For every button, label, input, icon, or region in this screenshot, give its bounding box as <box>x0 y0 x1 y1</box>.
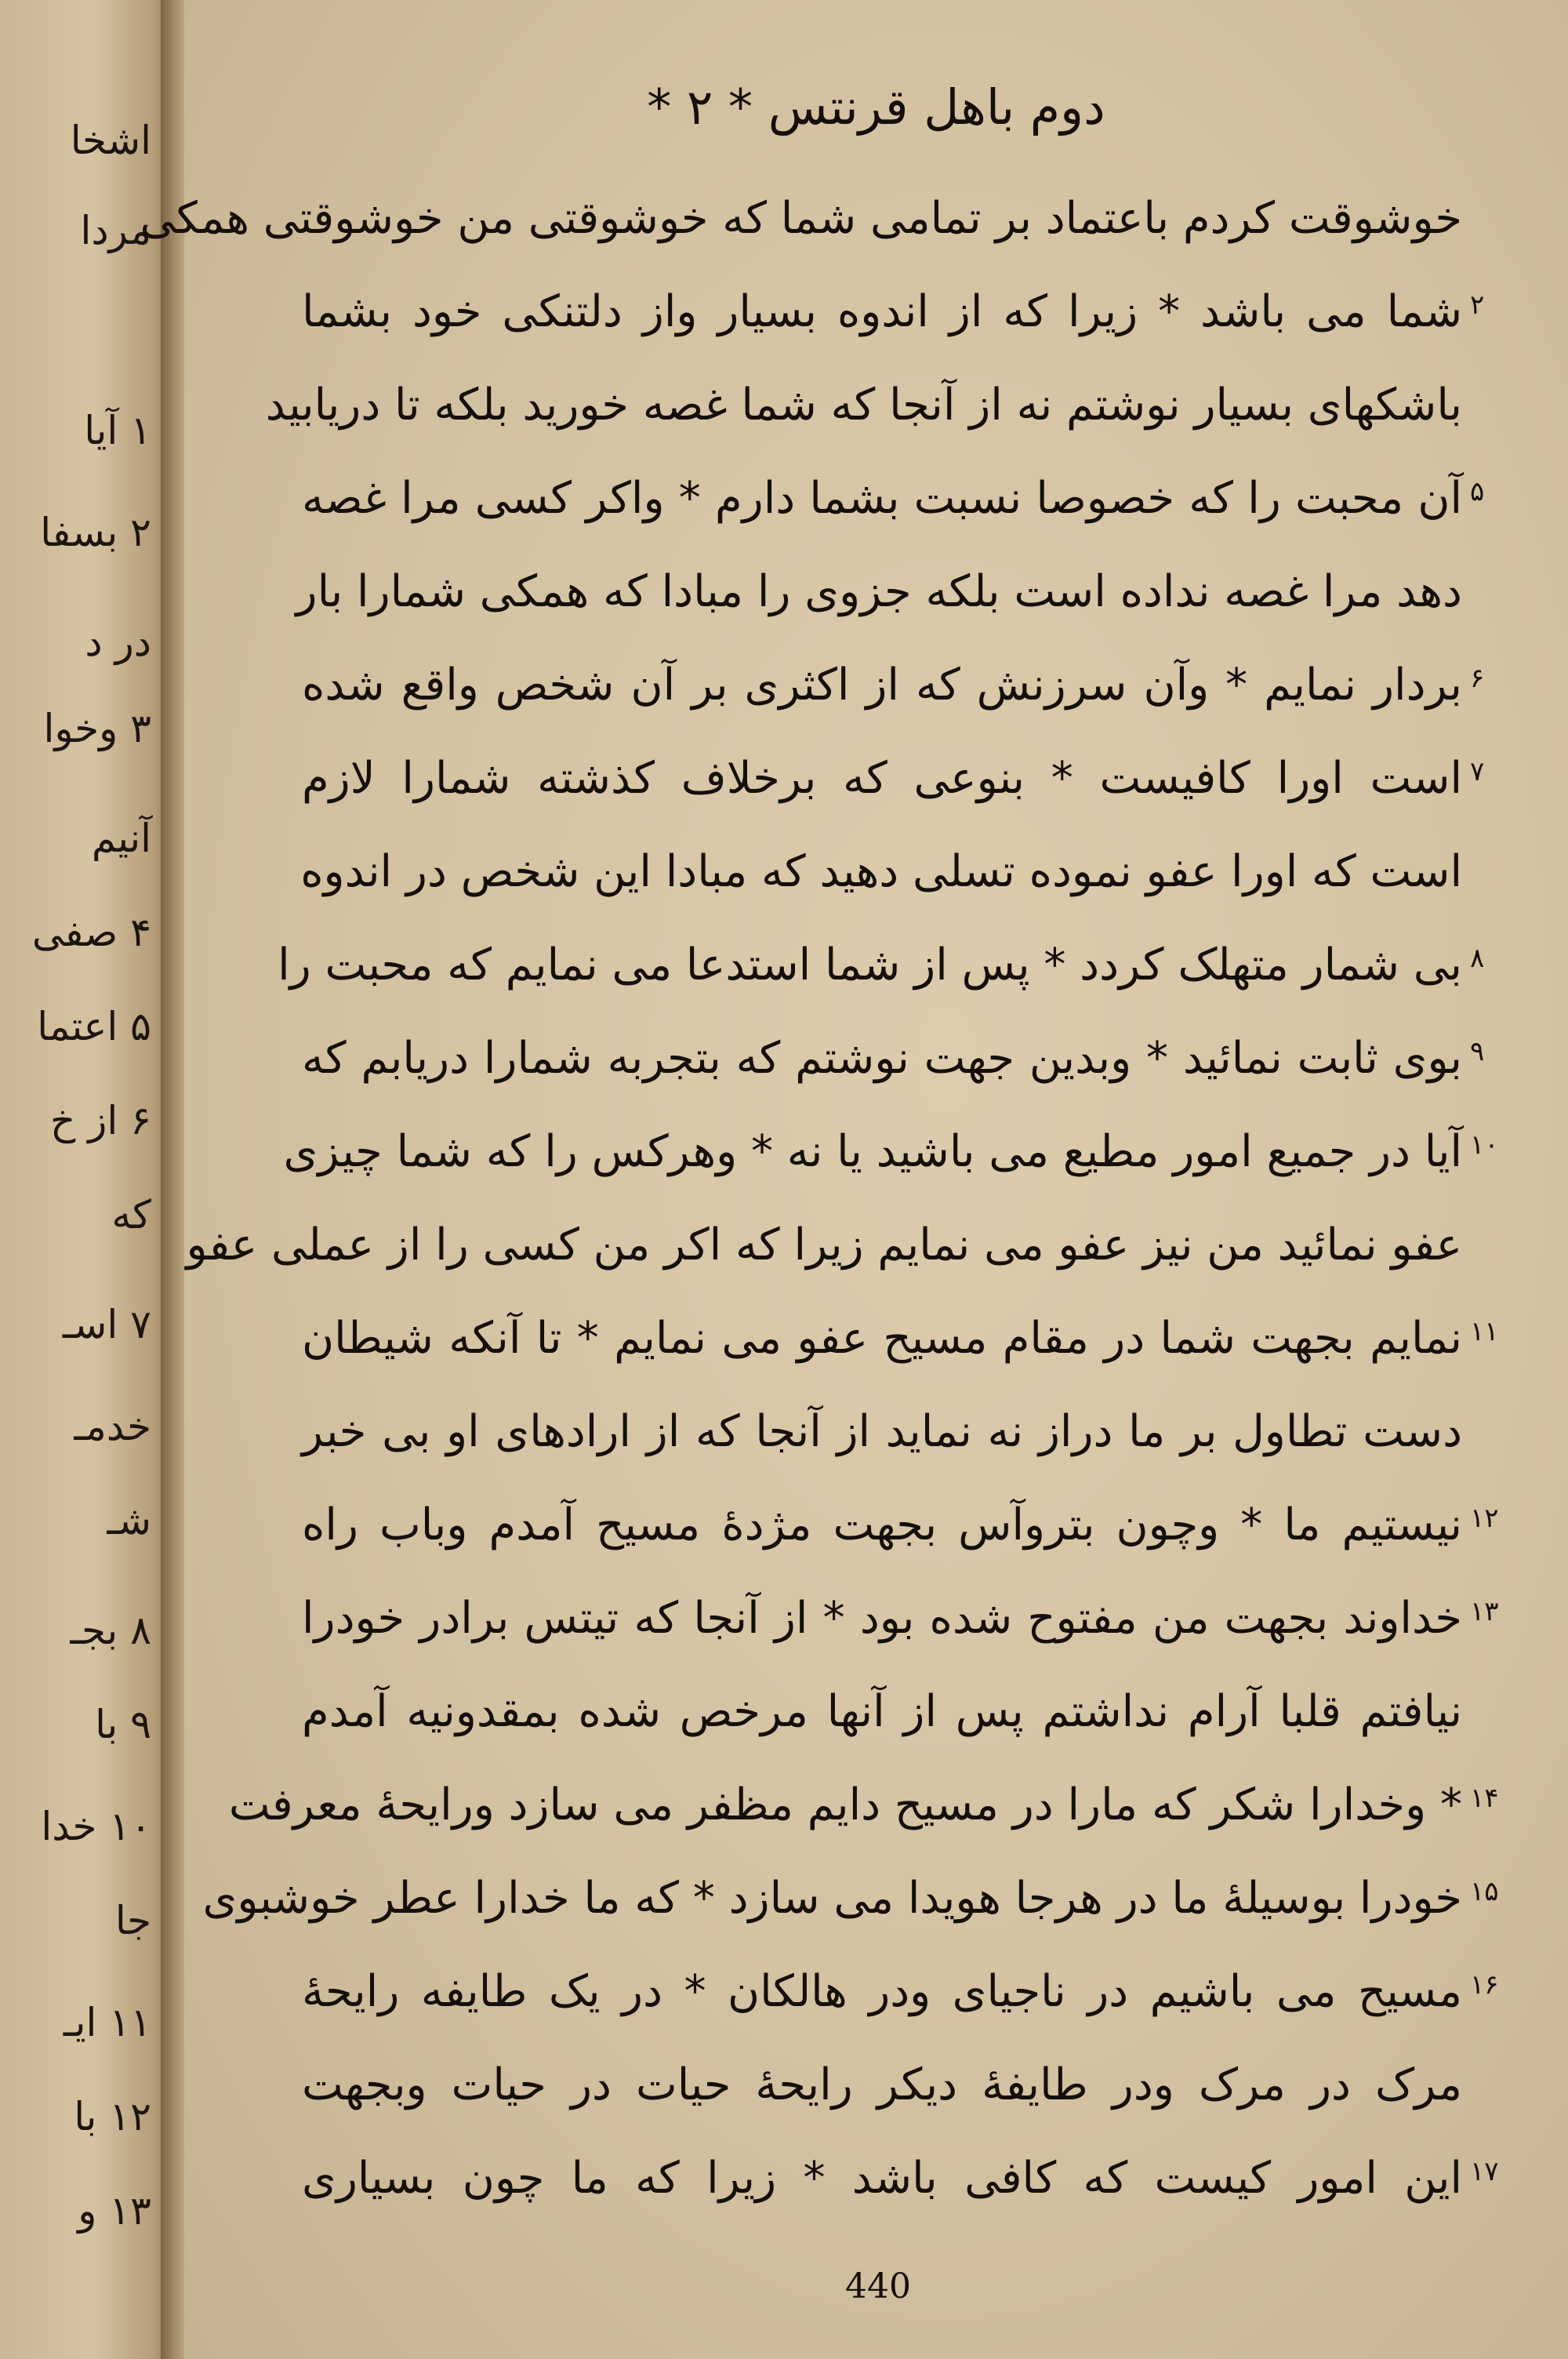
text-line <box>302 1666 1462 1758</box>
line-text: خودرا بوسیلهٔ ما در هرجا هویدا می سازد * که ما خدارا عطر خوشبوی <box>202 1873 1462 1924</box>
text-line <box>302 453 1485 545</box>
text-line <box>302 1386 1462 1478</box>
left-page-fragment: جا <box>114 1898 151 1943</box>
line-text: عفو نمائید من نیز عفو می نمایم زیرا که اکر من کسی را از عملی عفو <box>186 1219 1462 1270</box>
running-heading: دوم باهل قرنتس * ۲ * <box>647 78 1105 136</box>
text-line <box>302 1012 1485 1105</box>
left-page-fragment: ۲ بسفا <box>40 510 151 555</box>
text-line <box>186 1199 1462 1292</box>
text-line <box>202 1852 1499 1945</box>
line-text: دست تطاول بر ما دراز نه نماید از آنجا که از ارادهای او بی خبر <box>302 1406 1462 1457</box>
left-page-fragment: در د <box>85 620 151 665</box>
line-text: مسیح می باشیم در ناجیای ودر هالکان * در یک طایفه رایحهٔ <box>302 1966 1462 2017</box>
text-line <box>278 919 1485 1012</box>
text-line <box>140 173 1462 265</box>
text-line <box>302 1572 1499 1665</box>
verse-number: ۱۶ <box>1470 1969 1499 2001</box>
verse-number: ۹ <box>1470 1036 1485 1067</box>
left-page-fragment: ۱۰ خدا <box>41 1804 151 1849</box>
line-text: نمایم بجهت شما در مقام مسیح عفو می نمایم * تا آنکه شیطان <box>302 1313 1462 1364</box>
line-text: شما می باشد * زیرا که از اندوه بسیار واز دلتنکی خود بشما <box>302 286 1462 337</box>
line-text: نیافتم قلبا آرام نداشتم پس از آنها مرخص شده بمقدونیه آمدم <box>302 1686 1462 1737</box>
line-text: دهد مرا غصه نداده است بلکه جزوی را مبادا که همکی شمارا بار <box>296 566 1462 617</box>
text-line <box>302 826 1462 918</box>
left-page-fragment: ۴ صفی <box>31 910 151 955</box>
verse-number: ۱۴ <box>1470 1783 1499 1814</box>
verse-number: ۱۷ <box>1470 2156 1499 2187</box>
verse-number: ۲ <box>1470 289 1485 321</box>
line-text: خداوند بجهت من مفتوح شده بود * از آنجا که تیتس برادر خودرا <box>302 1593 1462 1644</box>
left-page-fragment: ۷ اسـ <box>62 1302 151 1347</box>
text-line <box>302 1479 1499 1572</box>
left-page-fragment: ۱۱ ایـ <box>63 2000 151 2045</box>
text-line <box>302 266 1485 358</box>
left-page-fragment: ۹ با <box>95 1702 151 1747</box>
line-text: بوی ثابت نمائید * وبدین جهت نوشتم که بتجربه شمارا دریابم که <box>302 1033 1462 1084</box>
text-line <box>302 2039 1462 2132</box>
verse-number: ۱۳ <box>1470 1596 1499 1627</box>
text-line <box>265 359 1462 452</box>
line-text: بردار نمایم * وآن سرزنش که از اکثری بر آن شخص واقع شده <box>302 660 1462 711</box>
line-text: خوشوقت کردم باعتماد بر تمامی شما که خوشوقتی من خوشوقتی همکی <box>140 193 1462 244</box>
verse-number: ۱۱ <box>1470 1316 1499 1347</box>
text-line <box>302 639 1485 732</box>
line-text: است که اورا عفو نموده تسلی دهید که مبادا این شخص در اندوه <box>300 846 1462 897</box>
left-page-fragment: ۱۲ با <box>74 2094 151 2139</box>
text-line <box>302 732 1485 825</box>
left-page-fragment: ۱۳ و <box>78 2188 151 2234</box>
line-text: مرک در مرک ودر طایفهٔ دیکر رایحهٔ حیات در حیات وبجهت <box>302 2059 1462 2110</box>
line-text: نیستیم ما * وچون بتروآس بجهت مژدهٔ مسیح آمدم وباب راه <box>302 1499 1462 1550</box>
page-number: 440 <box>845 2266 911 2306</box>
line-text: * وخدارا شکر که مارا در مسیح دایم مظفر می سازد ورایحهٔ معرفت <box>228 1779 1462 1830</box>
text-line <box>302 2132 1499 2225</box>
left-page-fragment: خدمـ <box>74 1404 151 1449</box>
left-page-fragment: ۸ بجـ <box>70 1608 151 1653</box>
verse-number: ۱۵ <box>1470 1876 1499 1907</box>
line-text: بی شمار متهلک کردد * پس از شما استدعا می نمایم که محبت را <box>278 940 1462 990</box>
text-line <box>228 1759 1499 1852</box>
left-page-fragment: ۶ از خ <box>50 1098 151 1143</box>
verse-number: ۸ <box>1470 943 1485 974</box>
line-text: این امور کیست که کافی باشد * زیرا که ما چون بسیاری <box>302 2153 1462 2204</box>
verse-number: ۱۰ <box>1470 1129 1499 1161</box>
left-page-fragment: ۱ آیا <box>84 408 151 453</box>
verse-number: ۵ <box>1470 476 1485 507</box>
line-text: آن محبت را که خصوصا نسبت بشما دارم * واکر کسی مرا غصه <box>302 473 1462 524</box>
left-page-fragment: مردا <box>80 208 151 253</box>
line-text: است اورا کافیست * بنوعی که برخلاف کذشته شمارا لازم <box>302 753 1462 804</box>
left-page <box>0 0 169 2359</box>
text-line <box>302 1292 1499 1385</box>
line-text: باشکهای بسیار نوشتم نه از آنجا که شما غصه خورید بلکه تا دریابید <box>265 380 1462 431</box>
left-page-fragment: ۵ اعتما <box>37 1004 151 1049</box>
left-page-fragment: آنیم <box>91 816 151 861</box>
left-page-fragment: که <box>111 1192 151 1238</box>
line-text: آیا در جمیع امور مطیع می باشید یا نه * وهرکس را که شما چیزی <box>283 1126 1462 1177</box>
verse-number: ۷ <box>1470 756 1485 787</box>
verse-number: ۶ <box>1470 663 1485 694</box>
left-page-fragment: شـ <box>107 1498 151 1543</box>
text-line <box>302 1946 1499 2038</box>
left-page-fragment: اشخا <box>70 118 151 163</box>
text-line <box>296 546 1462 638</box>
left-page-fragment: ۳ وخوا <box>43 706 151 751</box>
verse-number: ۱۲ <box>1470 1503 1499 1534</box>
text-line <box>283 1106 1499 1198</box>
